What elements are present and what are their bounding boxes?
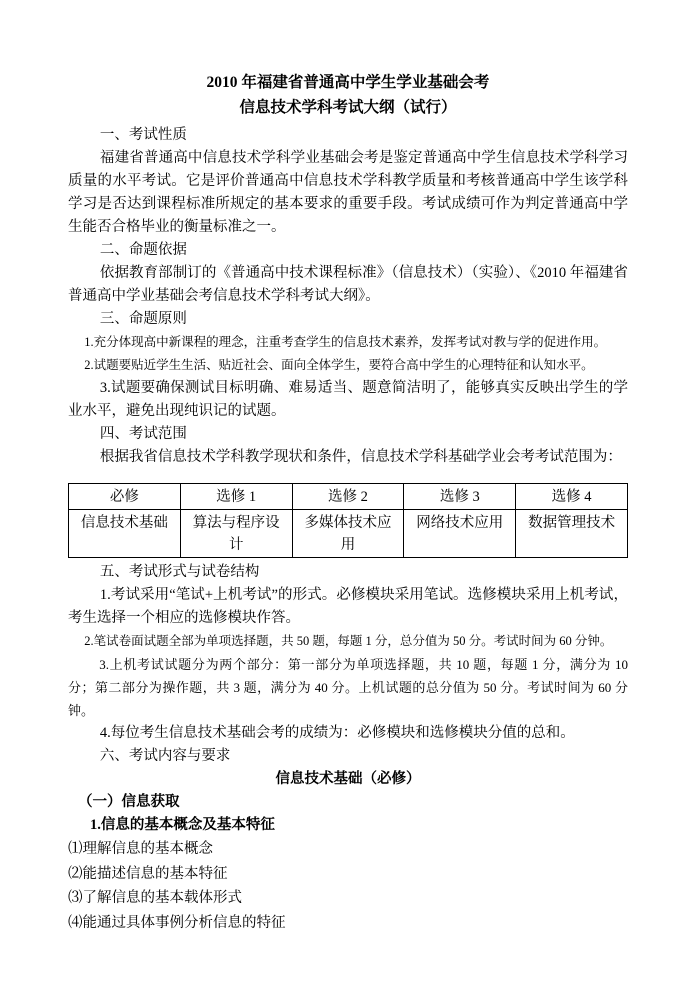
topic-1-requirements: [68, 837, 628, 935]
section-5-item-4: 4.每位考生信息技术基础会考的成绩为：必修模块和选修模块分值的总和。: [99, 725, 575, 741]
table-cell-elective-3-module: 网络技术应用: [404, 510, 516, 558]
subsection-1-heading: （一）信息获取: [78, 794, 180, 810]
table-cell-elective-1-module: 算法与程序设计: [180, 510, 292, 558]
exam-scope-header-row: [69, 484, 628, 510]
table-header-elective-4: 选修 4: [516, 484, 628, 510]
table-cell-required-module: 信息技术基础: [69, 510, 181, 558]
table-header-elective-2: 选修 2: [292, 484, 404, 510]
section-5-item-3: 3.上机考试试题分为两个部分：第一部分为单项选择题，共 10 题，每题 1 分，满分为 10 分；第二部分为操作题，共 3 题，满分为 40 分。上机试题的总分值为 50 分。考试时间为 60 分钟。: [68, 657, 628, 718]
section-1-paragraph: 福建省普通高中信息技术学科学业基础会考是鉴定普通高中学生信息技术学科学习质量的水平考试。它是评价普通高中信息技术学科教学质量和考核普通高中学生该学科学习是否达到课程标准所规定的基本要求的重要手段。考试成绩可作为判定普通高中学生能否合格毕业的衡量标准之一。: [68, 150, 628, 235]
section-5-heading: 五、考试形式与试卷结构: [99, 564, 260, 580]
table-cell-elective-2-module: 多媒体技术应用: [292, 510, 404, 558]
section-3-item-1: 1.充分体现高中新课程的理念，注重考查学生的信息技术素养，发挥考试对教与学的促进作用。: [84, 335, 607, 349]
section-5-item-1: 1.考试采用“笔试+上机考试”的形式。必修模块采用笔试。选修模块采用上机考试，考生选择一个相应的选修模块作答。: [68, 587, 628, 626]
section-4-heading: 四、考试范围: [99, 426, 187, 442]
doc-title-line1: 2010 年福建省普通高中学生学业基础会考: [206, 74, 490, 91]
topic-1-heading: 1.信息的基本概念及基本特征: [90, 817, 275, 833]
section-3-item-2: 2.试题要贴近学生生活、贴近社会、面向全体学生，要符合高中学生的心理特征和认知水平。: [84, 358, 594, 372]
section-2-paragraph: 依据教育部制订的《普通高中技术课程标准》（信息技术）（实验）、《2010 年福建省普通高中学业基础会考信息技术学科考试大纲》。: [68, 265, 628, 304]
requirement-item-2: ⑵能描述信息的基本特征: [68, 865, 228, 882]
requirement-item-4: ⑷能通过具体事例分析信息的特征: [68, 914, 286, 931]
table-header-elective-1: 选修 1: [180, 484, 292, 510]
section-6-heading: 六、考试内容与要求: [99, 748, 231, 764]
requirement-item-1: ⑴理解信息的基本概念: [68, 841, 213, 857]
document-body: [68, 124, 628, 935]
table-cell-elective-4-module: 数据管理技术: [516, 510, 628, 558]
section-3-item-3: 3.试题要确保测试目标明确、难易适当、题意简洁明了，能够真实反映出学生的学业水平，避免出现纯识记的试题。: [68, 380, 628, 419]
section-2-heading: 二、命题依据: [99, 242, 187, 258]
table-header-elective-3: 选修 3: [404, 484, 516, 510]
table-header-required: 必修: [69, 484, 181, 510]
requirement-item-3: ⑶了解信息的基本载体形式: [68, 890, 242, 906]
section-5-item-2: 2.笔试卷面试题全部为单项选择题，共 50 题，每题 1 分，总分值为 50 分。考试时间为 60 分钟。: [84, 634, 613, 648]
module-title: 信息技术基础（必修）: [275, 771, 421, 787]
doc-title-line2: 信息技术学科考试大纲（试行）: [239, 99, 457, 116]
section-3-heading: 三、命题原则: [99, 311, 187, 327]
exam-scope-data-row: [69, 510, 628, 558]
section-4-paragraph: 根据我省信息技术学科教学现状和条件，信息技术学科基础学业会考考试范围为：: [99, 449, 622, 465]
exam-scope-table: [68, 483, 628, 558]
section-1-heading: 一、考试性质: [99, 127, 187, 143]
